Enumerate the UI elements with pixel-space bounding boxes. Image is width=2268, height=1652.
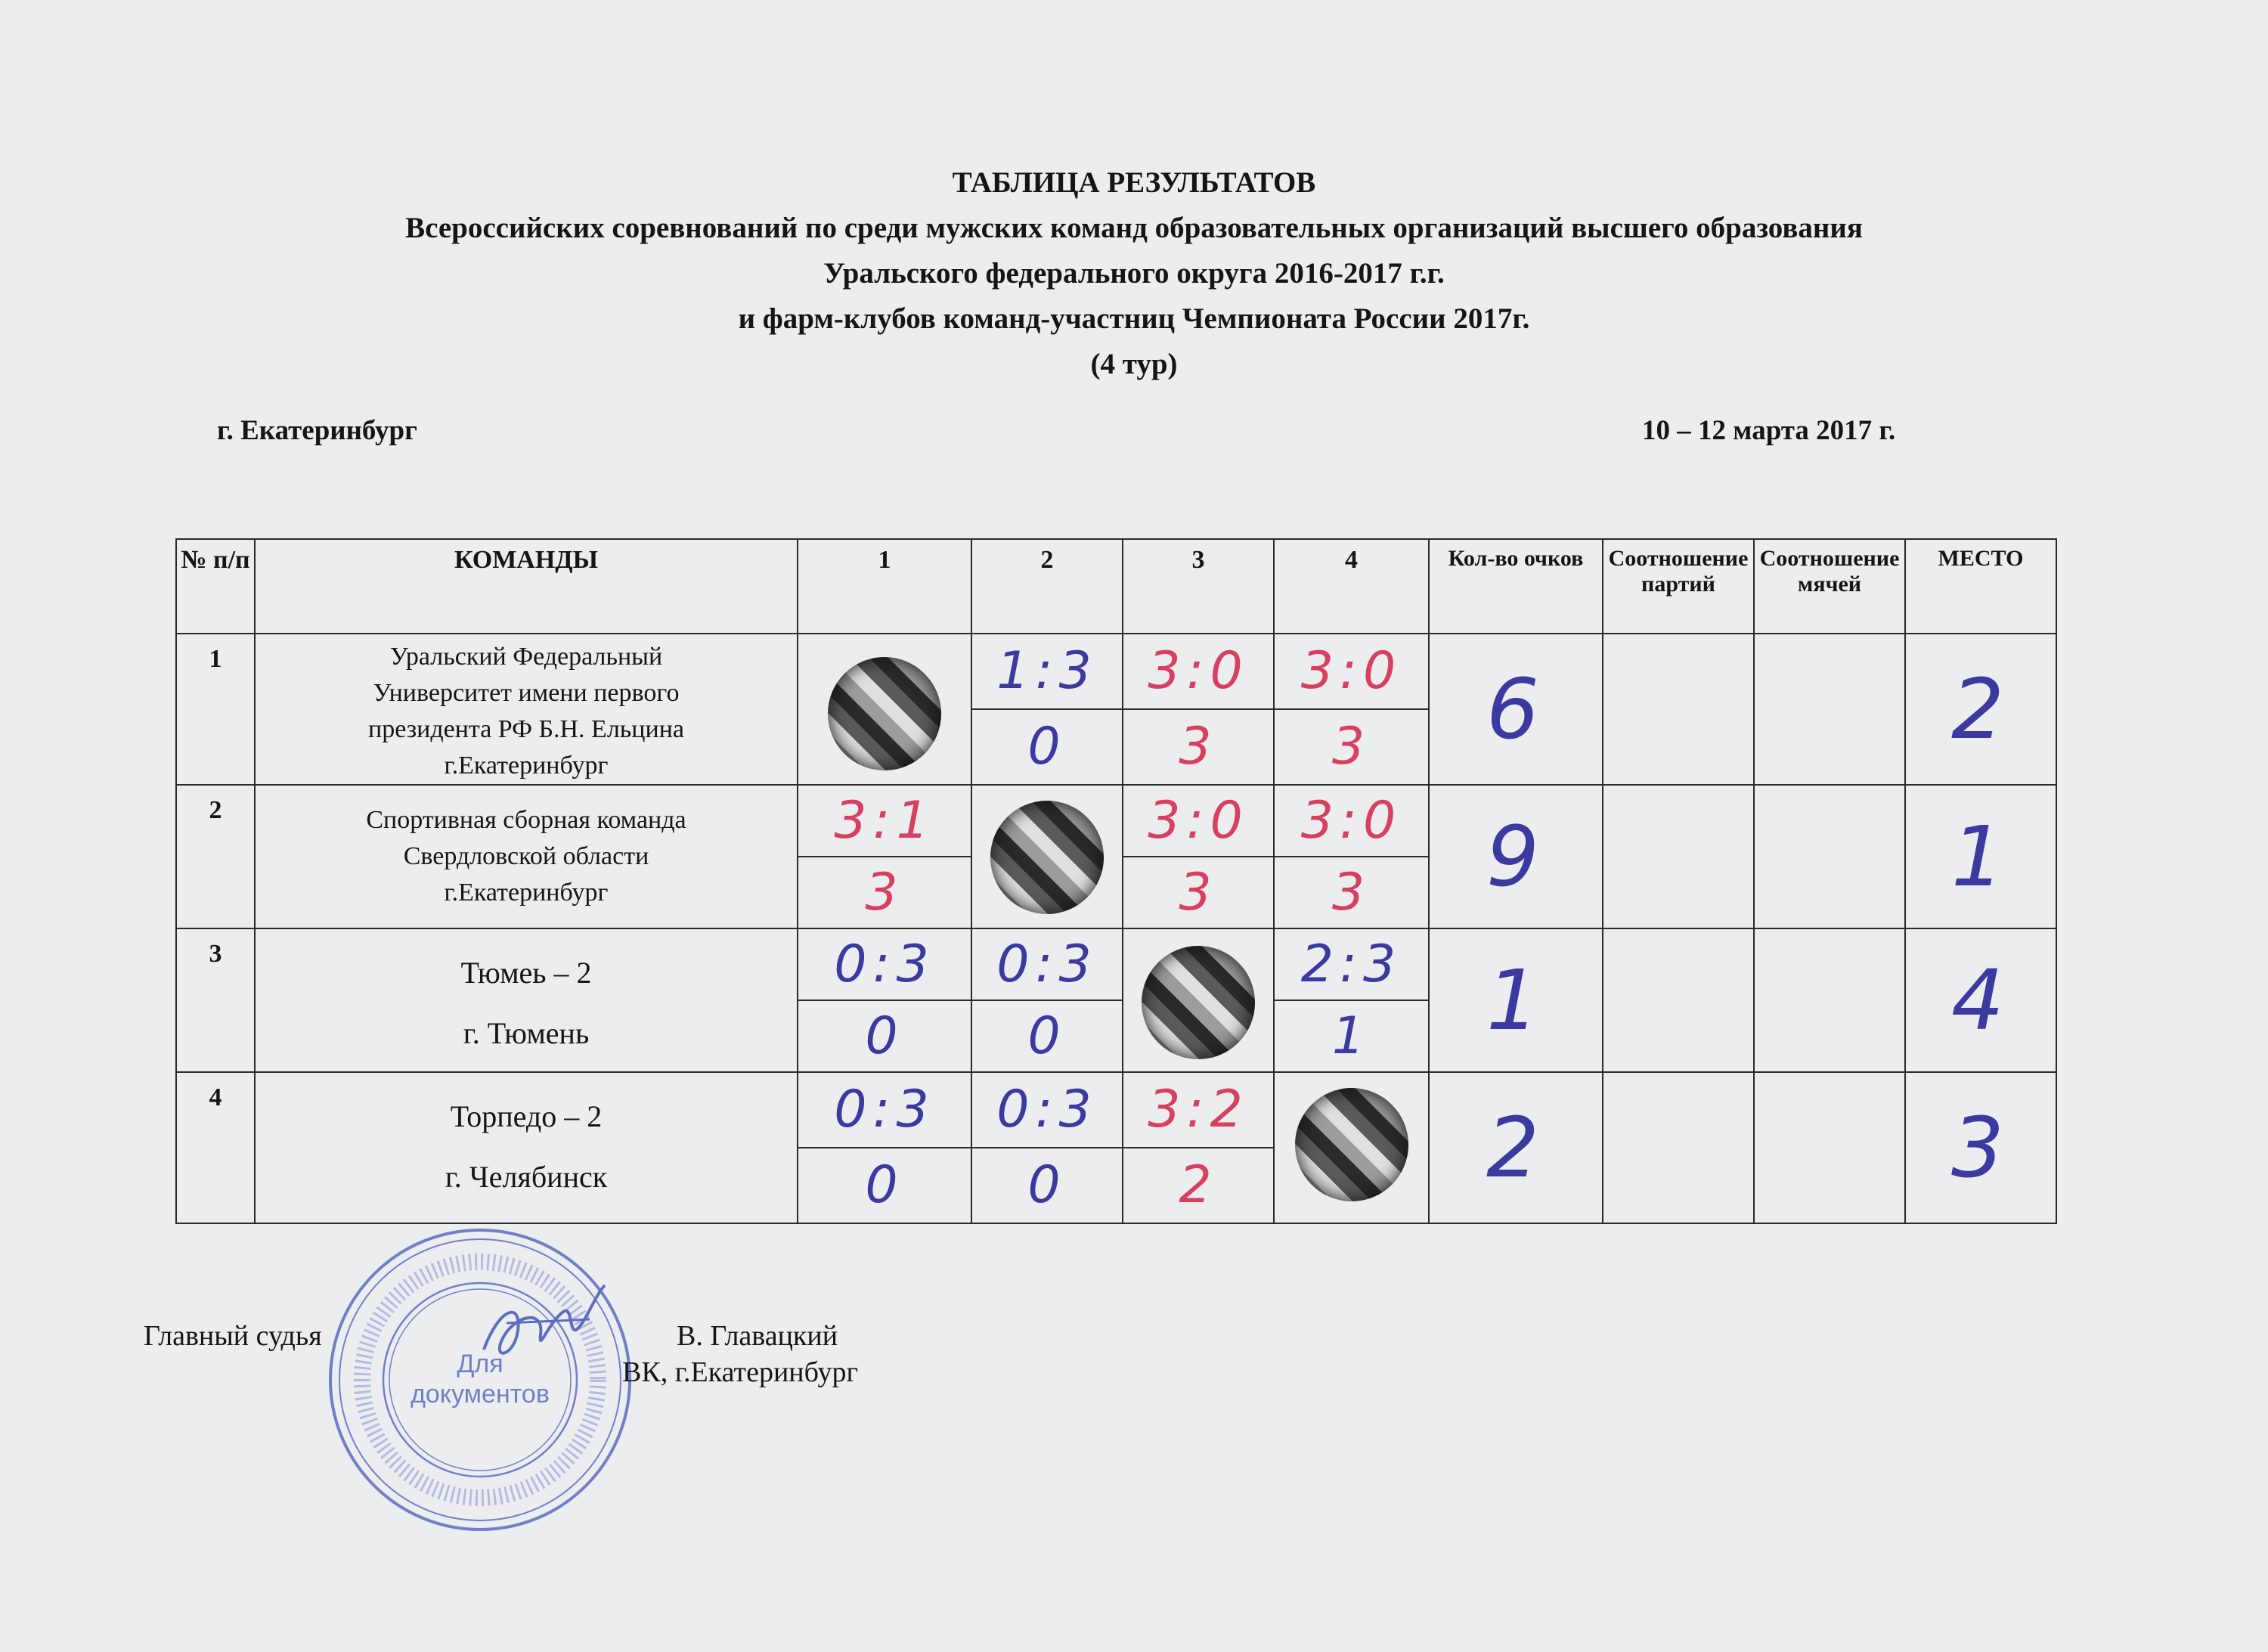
results-table bbox=[175, 538, 2057, 1224]
row-num: 1 bbox=[176, 634, 255, 785]
team-name-cell bbox=[255, 1072, 798, 1223]
team-name-line: г. Челябинск bbox=[445, 1160, 608, 1194]
match-score: 0:3 bbox=[996, 934, 1098, 994]
match-score: 0:3 bbox=[834, 934, 935, 994]
team-name-line: г.Екатеринбург bbox=[444, 879, 609, 907]
place-value: 3 bbox=[1951, 1099, 2010, 1196]
team-name-cell bbox=[255, 634, 798, 785]
team-name-line: президента РФ Б.Н. Ельцина bbox=[368, 715, 684, 743]
self-match-cell bbox=[1274, 1072, 1429, 1223]
dates-label: 10 – 12 марта 2017 г. bbox=[1642, 415, 1896, 446]
table-row bbox=[176, 634, 2056, 785]
signature-icon bbox=[476, 1278, 612, 1384]
table-row bbox=[176, 1072, 2056, 1223]
volleyball-icon bbox=[1142, 946, 1255, 1059]
match-score: 3:1 bbox=[834, 790, 935, 851]
match-cell bbox=[798, 1072, 971, 1223]
place-cell bbox=[1905, 928, 2056, 1072]
place-cell bbox=[1905, 1072, 2056, 1223]
match-points: 0 bbox=[865, 1006, 904, 1066]
match-cell bbox=[1274, 928, 1429, 1072]
location-label: г. Екатеринбург bbox=[217, 415, 417, 446]
row-num: 4 bbox=[176, 1072, 255, 1223]
match-points: 0 bbox=[1027, 1155, 1067, 1215]
match-points: 2 bbox=[1179, 1155, 1218, 1215]
match-cell bbox=[1274, 785, 1429, 928]
match-score: 0:3 bbox=[834, 1080, 935, 1139]
match-cell bbox=[971, 1072, 1123, 1223]
total-points: 9 bbox=[1486, 808, 1545, 905]
match-cell bbox=[798, 928, 971, 1072]
match-cell bbox=[1123, 634, 1274, 785]
chief-judge-name: В. Главацкий bbox=[677, 1320, 838, 1352]
table-row bbox=[176, 928, 2056, 1072]
team-name-line: Свердловской области bbox=[403, 842, 649, 870]
team-name-cell bbox=[255, 928, 798, 1072]
match-points: 3 bbox=[1331, 862, 1371, 922]
document-title: ТАБЛИЦА РЕЗУЛЬТАТОВ bbox=[952, 166, 1316, 199]
header-col-4: 4 bbox=[1274, 539, 1429, 634]
match-cell bbox=[1274, 634, 1429, 785]
match-score: 3:0 bbox=[1300, 641, 1402, 701]
team-name-line: Университет имени первого bbox=[373, 679, 680, 707]
match-points: 1 bbox=[1331, 1006, 1371, 1066]
title-line-2: Уральского федерального округа 2016-2017 г.г. bbox=[823, 257, 1445, 290]
header-num: № п/п bbox=[176, 539, 255, 634]
volleyball-icon bbox=[1295, 1088, 1408, 1201]
sets-ratio-cell bbox=[1603, 785, 1754, 928]
team-name-line: Торпедо – 2 bbox=[450, 1099, 603, 1133]
match-cell bbox=[1123, 785, 1274, 928]
match-score: 1:3 bbox=[996, 641, 1098, 701]
self-match-cell bbox=[971, 785, 1123, 928]
sets-ratio-cell bbox=[1603, 928, 1754, 1072]
title-line-3: и фарм-клубов команд-участниц Чемпионата России 2017г. bbox=[738, 302, 1530, 335]
team-name-cell bbox=[255, 785, 798, 928]
match-cell bbox=[798, 785, 971, 928]
row-num: 2 bbox=[176, 785, 255, 928]
place-cell bbox=[1905, 785, 2056, 928]
match-score: 3:0 bbox=[1300, 790, 1402, 851]
chief-judge-category: ВК, г.Екатеринбург bbox=[622, 1356, 859, 1388]
match-cell bbox=[1123, 1072, 1274, 1223]
table-header-row bbox=[176, 539, 2056, 634]
title-line-4: (4 тур) bbox=[1090, 348, 1178, 380]
header-sets-ratio: Соотношение партий bbox=[1603, 539, 1754, 634]
place-value: 4 bbox=[1951, 952, 2010, 1049]
match-score: 3:2 bbox=[1148, 1080, 1249, 1139]
match-points: 0 bbox=[1027, 717, 1067, 776]
team-name-line: Спортивная сборная команда bbox=[366, 806, 686, 834]
self-match-cell bbox=[1123, 928, 1274, 1072]
total-points-cell bbox=[1429, 1072, 1603, 1223]
volleyball-icon bbox=[990, 801, 1104, 914]
volleyball-icon bbox=[828, 657, 941, 770]
header-col-1: 1 bbox=[798, 539, 971, 634]
document-title-block bbox=[0, 160, 2268, 387]
balls-ratio-cell bbox=[1754, 634, 1905, 785]
total-points: 2 bbox=[1486, 1099, 1545, 1196]
header-balls-ratio: Соотношение мячей bbox=[1754, 539, 1905, 634]
table-row bbox=[176, 785, 2056, 928]
header-points: Кол-во очков bbox=[1429, 539, 1603, 634]
team-name-line: г. Тюмень bbox=[463, 1016, 590, 1050]
header-place: МЕСТО bbox=[1905, 539, 2056, 634]
match-score: 3:0 bbox=[1148, 641, 1249, 701]
stamp-text-1: Для bbox=[457, 1350, 503, 1378]
team-name-line: Тюмеь – 2 bbox=[460, 956, 592, 990]
self-match-cell bbox=[798, 634, 971, 785]
balls-ratio-cell bbox=[1754, 928, 1905, 1072]
team-name-line: г.Екатеринбург bbox=[444, 752, 609, 780]
title-line-1: Всероссийских соревнований по среди мужских команд образовательных организаций высшего образования bbox=[405, 212, 1863, 244]
header-col-3: 3 bbox=[1123, 539, 1274, 634]
match-points: 3 bbox=[1331, 717, 1371, 776]
balls-ratio-cell bbox=[1754, 785, 1905, 928]
match-score: 2:3 bbox=[1300, 934, 1402, 994]
match-points: 3 bbox=[1179, 717, 1218, 776]
total-points-cell bbox=[1429, 928, 1603, 1072]
total-points: 6 bbox=[1486, 661, 1545, 758]
stamp-text-2: документов bbox=[411, 1380, 550, 1409]
match-points: 3 bbox=[865, 862, 904, 922]
match-score: 0:3 bbox=[996, 1080, 1098, 1139]
match-cell bbox=[971, 634, 1123, 785]
match-points: 3 bbox=[1179, 862, 1218, 922]
header-teams: КОМАНДЫ bbox=[255, 539, 798, 634]
match-points: 0 bbox=[1027, 1006, 1067, 1066]
match-points: 0 bbox=[865, 1155, 904, 1215]
place-value: 1 bbox=[1951, 808, 2010, 905]
chief-judge-label: Главный судья bbox=[144, 1320, 322, 1352]
match-cell bbox=[971, 928, 1123, 1072]
total-points-cell bbox=[1429, 634, 1603, 785]
team-name-line: Уральский Федеральный bbox=[389, 643, 663, 671]
balls-ratio-cell bbox=[1754, 1072, 1905, 1223]
place-value: 2 bbox=[1951, 661, 2010, 758]
header-col-2: 2 bbox=[971, 539, 1123, 634]
row-num: 3 bbox=[176, 928, 255, 1072]
sets-ratio-cell bbox=[1603, 634, 1754, 785]
sets-ratio-cell bbox=[1603, 1072, 1754, 1223]
place-cell bbox=[1905, 634, 2056, 785]
total-points-cell bbox=[1429, 785, 1603, 928]
total-points: 1 bbox=[1486, 952, 1545, 1049]
match-score: 3:0 bbox=[1148, 790, 1249, 851]
